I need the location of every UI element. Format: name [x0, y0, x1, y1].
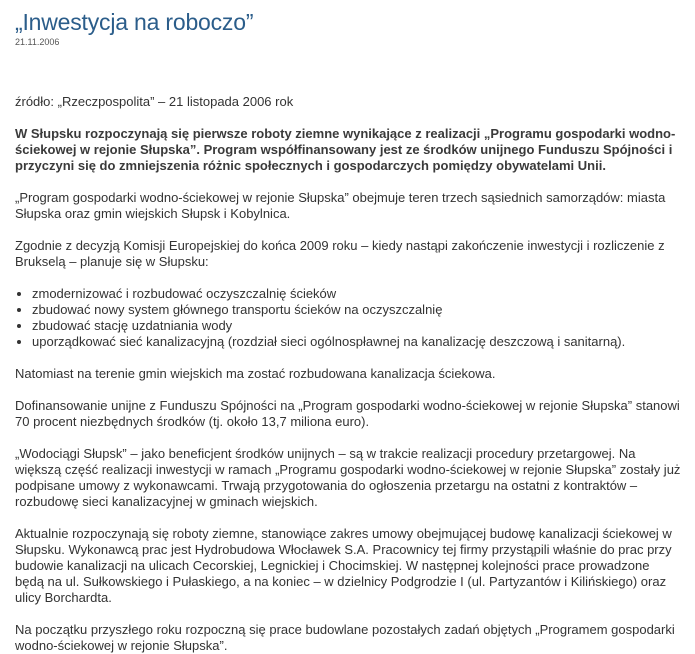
article-source: źródło: „Rzeczpospolita” – 21 listopada 2006 rok — [15, 94, 294, 109]
article-lead: W Słupsku rozpoczynają się pierwsze roboty ziemne wynikające z realizacji „Programu gospodarki wodno-ściekowej w rejonie Słupska”. Program współfinansowany jest ze środków unijnego Funduszu Spójności i przyczyni się do zmniejszenia różnic społecznych i gospodarczych pomiędzy obywatelami Unii. — [15, 126, 676, 173]
plan-list-item: • zbudować nowy system głównego transportu ścieków na oczyszczalnię — [32, 302, 681, 318]
plan-list-item: • zmodernizować i rozbudować oczyszczalnię ścieków — [32, 286, 681, 302]
plan-list-item: • uporządkować sieć kanalizacyjną (rozdział sieci ogólnospławnej na kanalizację deszczową i sanitarną). — [32, 334, 681, 350]
article-body — [15, 94, 681, 654]
article-paragraph-1: „Program gospodarki wodno-ściekowej w rejonie Słupska” obejmuje teren trzech sąsiednich samorządów: miasta Słupska oraz gmin wiejskich Słupsk i Kobylnica. — [15, 190, 666, 221]
plan-list-item: • zbudować stację uzdatniania wody — [32, 318, 681, 334]
article-paragraph-6: Aktualnie rozpoczynają się roboty ziemne, stanowiące zakres umowy obejmującej budowę kanalizacji ściekowej w Słupsku. Wykonawcą prac jest Hydrobudowa Włocławek S.A. Pracownicy tej firmy przystąpili właśnie do prac przy budowie kanalizacji na ulicach Cecorskiej, Legnickiej i Chocimskiej. W następnej kolejności prace prowadzone będą na ul. Sułkowskiego i Pułaskiego, a na koniec – w dzielnicy Podgrodzie I (ul. Partyzantów i Kilińskiego) oraz ulicy Borchardta. — [15, 526, 672, 605]
article-title: „Inwestycja na roboczo” — [15, 9, 254, 35]
article-paragraph-3: Natomiast na terenie gmin wiejskich ma zostać rozbudowana kanalizacja ściekowa. — [15, 366, 496, 381]
article-paragraph-7: Na początku przyszłego roku rozpoczną się prace budowlane pozostałych zadań objętych „Programem gospodarki wodno-ściekowej w rejonie Słupska”. — [15, 622, 675, 653]
article-paragraph-5: „Wodociągi Słupsk” – jako beneficjent środków unijnych – są w trakcie realizacji procedury przetargowej. Na większą część realizacji inwestycji w ramach „Programu gospodarki wodno-ściekowej w rejonie Słupska” zostały już podpisane umowy z wykonawcami. Trwają przygotowania do ogłoszenia przetargu na ostatni z kontraktów – rozbudowę sieci kanalizacyjnej w gminach wiejskich. — [15, 446, 681, 509]
article-paragraph-2: Zgodnie z decyzją Komisji Europejskiej do końca 2009 roku – kiedy nastąpi zakończenie inwestycji i rozliczenie z Brukselą – planuje się w Słupsku: — [15, 238, 665, 269]
article-date: 21.11.2006 — [15, 37, 60, 47]
plan-list — [15, 286, 681, 350]
article-paragraph-4: Dofinansowanie unijne z Funduszu Spójności na „Program gospodarki wodno-ściekowej w rejonie Słupska” stanowi 70 procent niezbędnych środków (tj. około 13,7 miliona euro). — [15, 398, 680, 429]
